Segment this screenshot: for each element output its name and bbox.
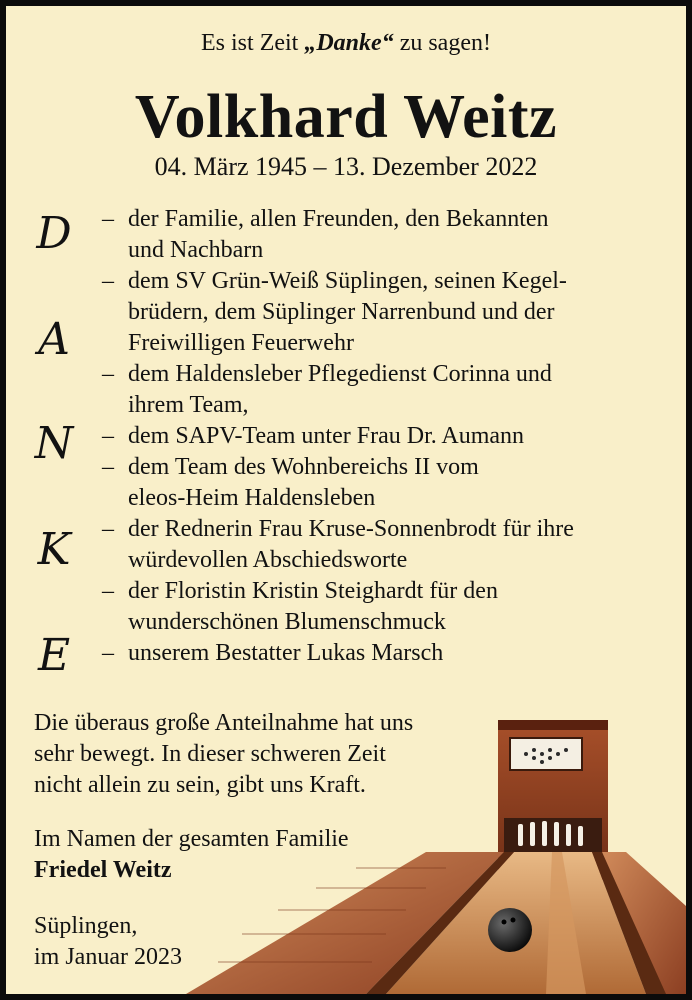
life-dates: 04. März 1945 – 13. Dezember 2022 (154, 152, 538, 181)
bowling-lane (386, 852, 646, 994)
thanks-list (102, 204, 682, 669)
tagline-text: Es ist Zeit (201, 30, 305, 56)
scoreboard-pins-icon (524, 748, 568, 764)
thanks-item-rednerin: – der Rednerin Frau Kruse-Sonnenbrodt für ihre würdevollen Abschiedsworte (102, 516, 574, 573)
acrostic-letter-n: N (34, 418, 74, 469)
thanks-item-pflegedienst: – dem Haldensleber Pflegedienst Corinna und ihrem Team, (102, 361, 552, 418)
bowling-pins (518, 821, 583, 846)
left-floor (186, 852, 504, 994)
thanks-item-sv: – dem SV Grün-Weiß Süplingen, seinen Kegel- brüdern, dem Süplinger Narrenbund und der Freiwilligen Feuerwehr (102, 268, 567, 356)
message-line: nicht allein zu sein, gibt uns Kraft. (34, 772, 366, 798)
acrostic-letter-e: E (37, 630, 71, 681)
thanks-item-sapv: – dem SAPV-Team unter Frau Dr. Aumann (102, 423, 525, 449)
thanks-item-floristin: – der Floristin Kristin Steighardt für den wunderschönen Blumenschmuck (102, 578, 498, 635)
back-wall (498, 720, 608, 880)
thanks-item-bestatter: – unserem Bestatter Lukas Marsch (102, 640, 444, 666)
bowling-ball (488, 908, 532, 952)
message (34, 708, 514, 801)
place: Süplingen, (34, 913, 138, 939)
tagline-emphasis: „Danke“ (304, 30, 394, 56)
message-line: Die überaus große Anteilnahme hat uns (34, 710, 414, 736)
thanks-item-wohnbereich: – dem Team des Wohnbereichs II vom eleos-Heim Haldensleben (102, 454, 479, 511)
date-line: im Januar 2023 (34, 944, 182, 970)
tagline-text-end: zu sagen! (393, 30, 491, 56)
thanks-item-family: – der Familie, allen Freunden, den Bekannten und Nachbarn (102, 206, 549, 263)
signoff-name: Friedel Weitz (34, 857, 172, 883)
acrostic-letter-d: D (36, 208, 72, 259)
acrostic-letter-k: K (37, 524, 71, 575)
right-floor (602, 852, 686, 994)
signoff-label: Im Namen der gesamten Familie (34, 826, 349, 852)
deceased-name: Volkhard Weitz (134, 83, 558, 151)
acrostic-letter-a: A (38, 314, 70, 365)
scoreboard (510, 738, 582, 770)
message-line: sehr bewegt. In dieser schweren Zeit (34, 741, 386, 767)
tagline (6, 30, 686, 57)
